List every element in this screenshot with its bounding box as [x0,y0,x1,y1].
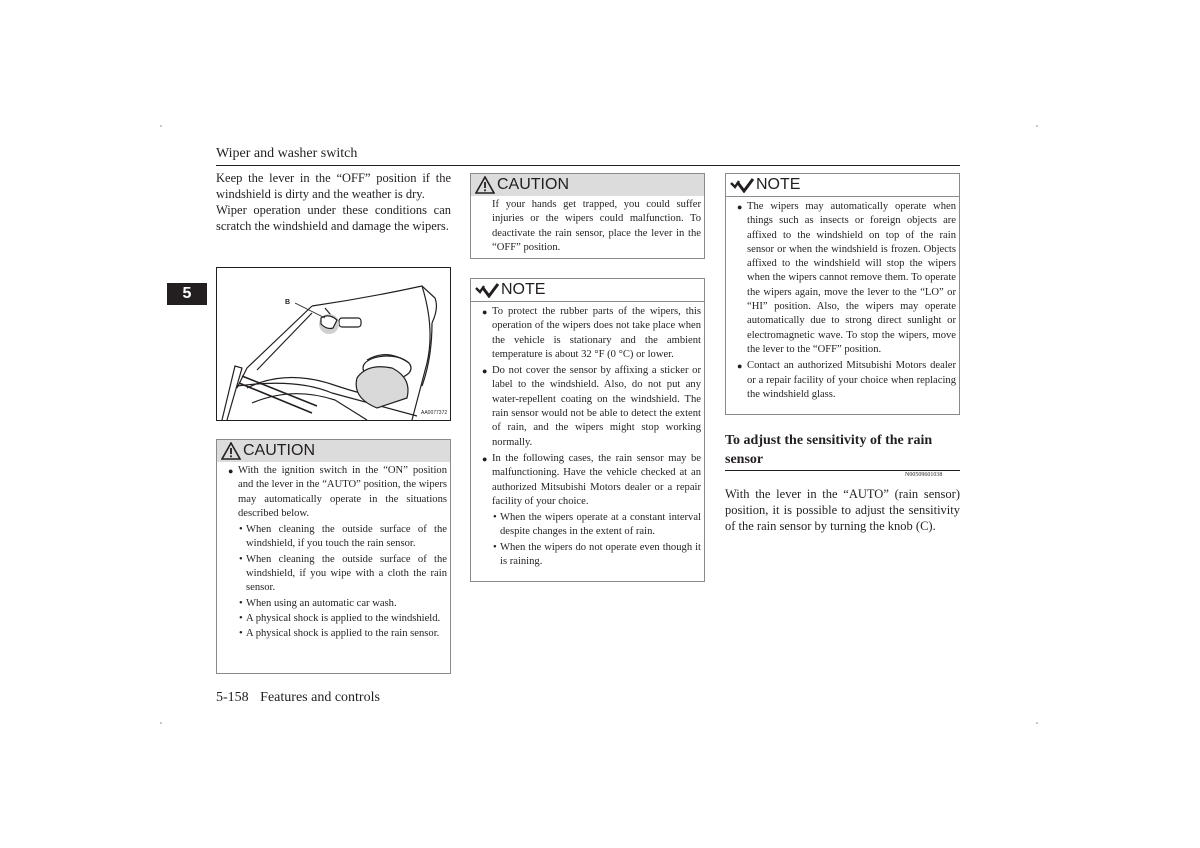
page-header-title: Wiper and washer switch [216,146,358,161]
section-rule [725,470,960,471]
bullet-dot-icon: ● [737,202,743,212]
note-bullet: ● To protect the rubber parts of the wipers, this operation of the wipers does not take place when the vehicle is stationary and the ambient temperature is about 32 °F (0 °C) or lower. [482,305,701,362]
note-check-icon [730,177,754,193]
figure-label-b: B [285,299,291,306]
caution-heading [471,174,704,196]
section-text: With the lever in the “AUTO” (rain sensor) position, it is possible to adjust the sensitivity of the rain sensor by turning the knob (C). [725,487,960,533]
note-heading [726,174,959,197]
note-bullet: ● Do not cover the sensor by affixing a sticker or label to the windshield. Also, do not put any water-repellent coating on the windshield. The rain sensor would not be able to detect the extent of rain, and the wipers might stop working normally. [482,364,701,450]
intro-paragraph: Keep the lever in the “OFF” position if the windshield is dirty and the weather is dry. [216,171,451,201]
intro-text [216,170,451,234]
caution-bullet [228,464,447,521]
note-sub-item: • When the wipers do not operate even though it is raining. [493,541,701,568]
crop-mark [1036,125,1038,127]
header-rule [216,165,960,166]
caution-sub-item: • A physical shock is applied to the windshield. [239,612,441,624]
crop-mark [160,125,162,127]
caution-sub-item: • When cleaning the outside surface of the windshield, if you touch the rain sensor. [239,524,447,550]
note-heading-text: NOTE [501,281,546,298]
note-heading-text: NOTE [756,176,801,193]
caution-box [470,173,705,259]
intro-paragraph: Wiper operation under these conditions can scratch the windshield and damage the wipers. [216,203,451,233]
figure-code: AA0077372 [421,410,448,416]
caution-heading [217,440,450,462]
chapter-tab: 5 [167,283,207,305]
note-box [470,278,705,582]
note-check-icon [475,282,499,298]
warning-triangle-icon [475,176,495,194]
caution-sub-item: • When cleaning the outside surface of the windshield, if you wipe with a cloth the rain sensor. [239,553,447,594]
caution-sub-item: • When using an automatic car wash. [239,597,397,609]
page-footer [216,690,380,706]
caution-heading-text: CAUTION [243,442,315,459]
footer-section-name: Features and controls [260,690,380,705]
windshield-figure [216,267,451,421]
caution-heading-text: CAUTION [497,176,569,193]
crop-mark [160,722,162,724]
note-sub-item: • When the wipers operate at a constant interval despite changes in the extent of rain. [493,512,701,538]
caution-bullet-text: With the ignition switch in the “ON” position and the lever in the “AUTO” position, the wipers may automatically operate in the situations described below. [238,465,447,519]
bullet-dot-icon: ● [228,466,234,476]
caution-sub-item: • A physical shock is applied to the rain sensor. [239,628,440,640]
bullet-dot-icon: ● [482,366,488,377]
section-heading: To adjust the sensitivity of the rain sensor [725,433,933,467]
page-number: 5-158 [216,690,249,705]
windshield-illustration [217,268,450,420]
caution-box [216,439,451,674]
bullet-dot-icon: ● [482,307,488,317]
note-box [725,173,960,415]
warning-triangle-icon [221,442,241,460]
bullet-dot-icon: ● [737,361,743,372]
section-ref-code: N00509601038 [905,472,943,478]
crop-mark [1036,722,1038,724]
note-heading [471,279,704,302]
note-bullet: ● Contact an authorized Mitsubishi Motors dealer or a repair facility of your choice when replacing the windshield glass. [737,359,956,402]
caution-text: If your hands get trapped, you could suffer injuries or the wipers could malfunction. To deactivate the rain sensor, place the lever in the “OFF” position. [492,199,701,253]
note-bullet: ● The wipers may automatically operate when things such as insects or foreign objects are affixed to the windshield on top of the rain sensor or when the windshield is frozen. Objects affixed to the windshield will stop the wipers when the wipers cannot remove them. To operate the wipers again, move the lever to the “LO” or “HI” position. Also, the wipers may operate automatically due to strong direct sunlight or electromagnetic wave. To stop the wipers, move the lever to the “OFF” position. [737,200,956,357]
note-bullet: ● In the following cases, the rain sensor may be malfunctioning. Have the vehicle checked at an authorized Mitsubishi Motors dealer or a repair facility of your choice. [482,452,701,509]
bullet-dot-icon: ● [482,453,488,464]
